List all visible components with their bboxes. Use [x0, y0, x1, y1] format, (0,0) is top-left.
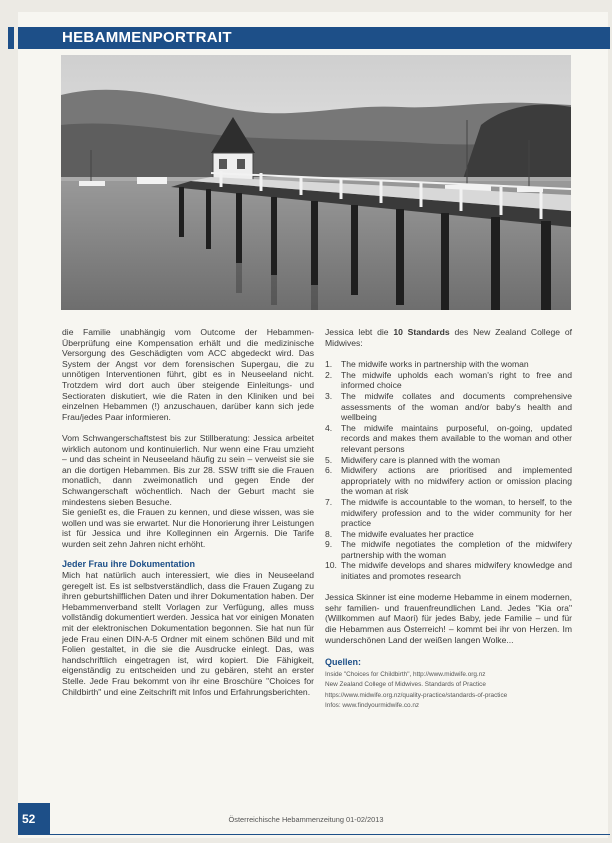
list-item [325, 455, 572, 466]
section-title: HEBAMMENPORTRAIT [62, 29, 232, 46]
body-paragraph: Mich hat natürlich auch interessiert, wie dies in Neuseeland geregelt ist. Es ist selbstverständlich, dass die Frauen Zugang zu ihren geburtshilflichen Daten und ihrer Dokumentation haben. Der Hebammenverband stellt Vorlagen zur Verfügung, alles muss vollständig dokumentiert werden. Jessica hat vor einigen Monaten mit der elektronischen Dokumentation begonnen. Sie hat nun für jede Frau einen DIN-A-5 Ordner mit einem schönen Bild und mit Folien gestaltet, in die sie die Ausdrucke einlegt. Das, was handschriftlich eingetragen ist, wird kopiert. Die Fähigkeit, eigenständig zu entscheiden und zu gebären, steht an erster Stelle. Jede Frau bekommt von ihr eine Broschüre "Choices for Childbirth" und eine Zeitschrift mit Infos und Erfahrungsberichten. [62, 570, 314, 697]
list-text: The midwife works in partnership with the woman [341, 359, 529, 370]
list-item [325, 370, 572, 391]
sources-list [325, 670, 572, 712]
list-number: 10. [325, 560, 337, 571]
list-item [325, 529, 572, 540]
source-item: https://www.midwife.org.nz/quality-practice/standards-of-practice [325, 691, 508, 699]
publication-footer: Österreichische Hebammenzeitung 01-02/2013 [228, 815, 384, 824]
left-column [62, 327, 314, 697]
list-text: Midwifery care is planned with the woman [341, 454, 501, 465]
sources-heading: Quellen: [325, 657, 362, 668]
list-item [325, 560, 572, 581]
subheading: Jeder Frau ihre Dokumentation [62, 559, 196, 570]
list-item [325, 391, 572, 423]
list-number: 3. [325, 390, 333, 401]
standards-list [325, 359, 572, 581]
list-number: 7. [325, 496, 333, 507]
header-stripe [8, 27, 14, 49]
jetty-lake-photo [61, 55, 571, 310]
footer-rule [50, 834, 610, 835]
list-item [325, 497, 572, 529]
source-item: Infos: www.findyourmidwife.co.nz [325, 702, 420, 710]
list-item [325, 359, 572, 370]
list-text: The midwife maintains purposeful, on-going, updated records and makes them available to the woman and other relevant persons [341, 422, 572, 454]
list-number: 8. [325, 528, 333, 539]
list-text: The midwife is accountable to the woman, to herself, to the midwifery profession and to the wider community for her practice [341, 496, 572, 529]
body-paragraph: die Familie unabhängig vom Outcome der Hebammen-Überprüfung eine Kompensation erhält und die medizinische Versorgung des Geschädigten vom ACC abgedeckt wird. Das System der Angst vor dem forensischen Supergau, die zu unnötigen Interventionen führt, gibt es in Neuseeland nicht. Trotzdem wird dort auch über steigende Einleitungs- und Sectioraten diskutiert, wie die Raten in den Kliniken und bei einzelnen Hebammen (!) anzuschauen, darüber kann sich jede Frau/jedes Paar informieren. [62, 327, 314, 422]
list-text: The midwife collates and documents comprehensive assessments of the woman and/or baby's health and wellbeing [341, 390, 572, 423]
body-paragraph: Sie genießt es, die Frauen zu kennen, und diese wissen, was sie wollen und was sie erwartet. Nur die Honorierung ihrer Leistungen ist für Jessica und ihre Kolleginnen ein Ärgernis. Die Tarife wurden seit zehn Jahren nicht erhöht. [62, 507, 314, 549]
body-paragraph: Vom Schwangerschaftstest bis zur Stillberatung: Jessica arbeitet wirklich autonom und kontinuierlich. Nur wenn eine Frau umzieht – und das scheint in Neuseeland häufig zu sein – verweist sie sie an die dortigen Hebammen. Bis zur 28. SSW trifft sie die Frauen monatlich, dann zweimonatlich und gegen Ende der Schwangerschaft wöchentlich. Nach der Geburt macht sie mindestens sieben Besuche. [62, 432, 314, 507]
closing-paragraph: Jessica Skinner ist eine moderne Hebamme in einem modernen, sehr familien- und frauenfreundlichen Land. Jedes "Kia ora" (Willkommen auf Maori) für jedes Baby, jede Familie – und für die Hebammen aus Österreich! – kommt bei ihr von Herzen. Im wunderschönen Land der weißen langen Wolke... [325, 592, 572, 645]
page-number: 52 [22, 812, 36, 826]
list-text: Midwifery actions are prioritised and implemented appropriately with no midwifery action or omission placing the woman at risk [341, 465, 572, 497]
list-item [325, 539, 572, 560]
list-number: 5. [325, 454, 333, 465]
list-number: 4. [325, 422, 333, 433]
list-text: The midwife upholds each woman's right to free and informed choice [341, 369, 572, 391]
right-column [325, 327, 572, 711]
standards-intro [325, 327, 572, 348]
source-item: New Zealand College of Midwives. Standards of Practice [325, 681, 486, 689]
list-number: 1. [325, 359, 333, 370]
intro-bold: 10 Standards [393, 327, 450, 337]
list-number: 2. [325, 369, 333, 380]
list-text: The midwife develops and shares midwifery knowledge and initiates and promotes research [341, 560, 572, 582]
list-text: The midwife negotiates the completion of the midwifery partnership with the woman [341, 539, 572, 560]
intro-text: des New Zealand College of Midwives: [325, 327, 572, 348]
list-text: The midwife evaluates her practice [341, 528, 474, 539]
list-item [325, 423, 572, 455]
list-number: 9. [325, 539, 333, 550]
source-item: Inside "Choices for Childbirth", http://www.midwife.org.nz [325, 670, 486, 678]
list-number: 6. [325, 465, 333, 476]
list-item [325, 465, 572, 497]
intro-text: Jessica lebt die [325, 327, 394, 337]
